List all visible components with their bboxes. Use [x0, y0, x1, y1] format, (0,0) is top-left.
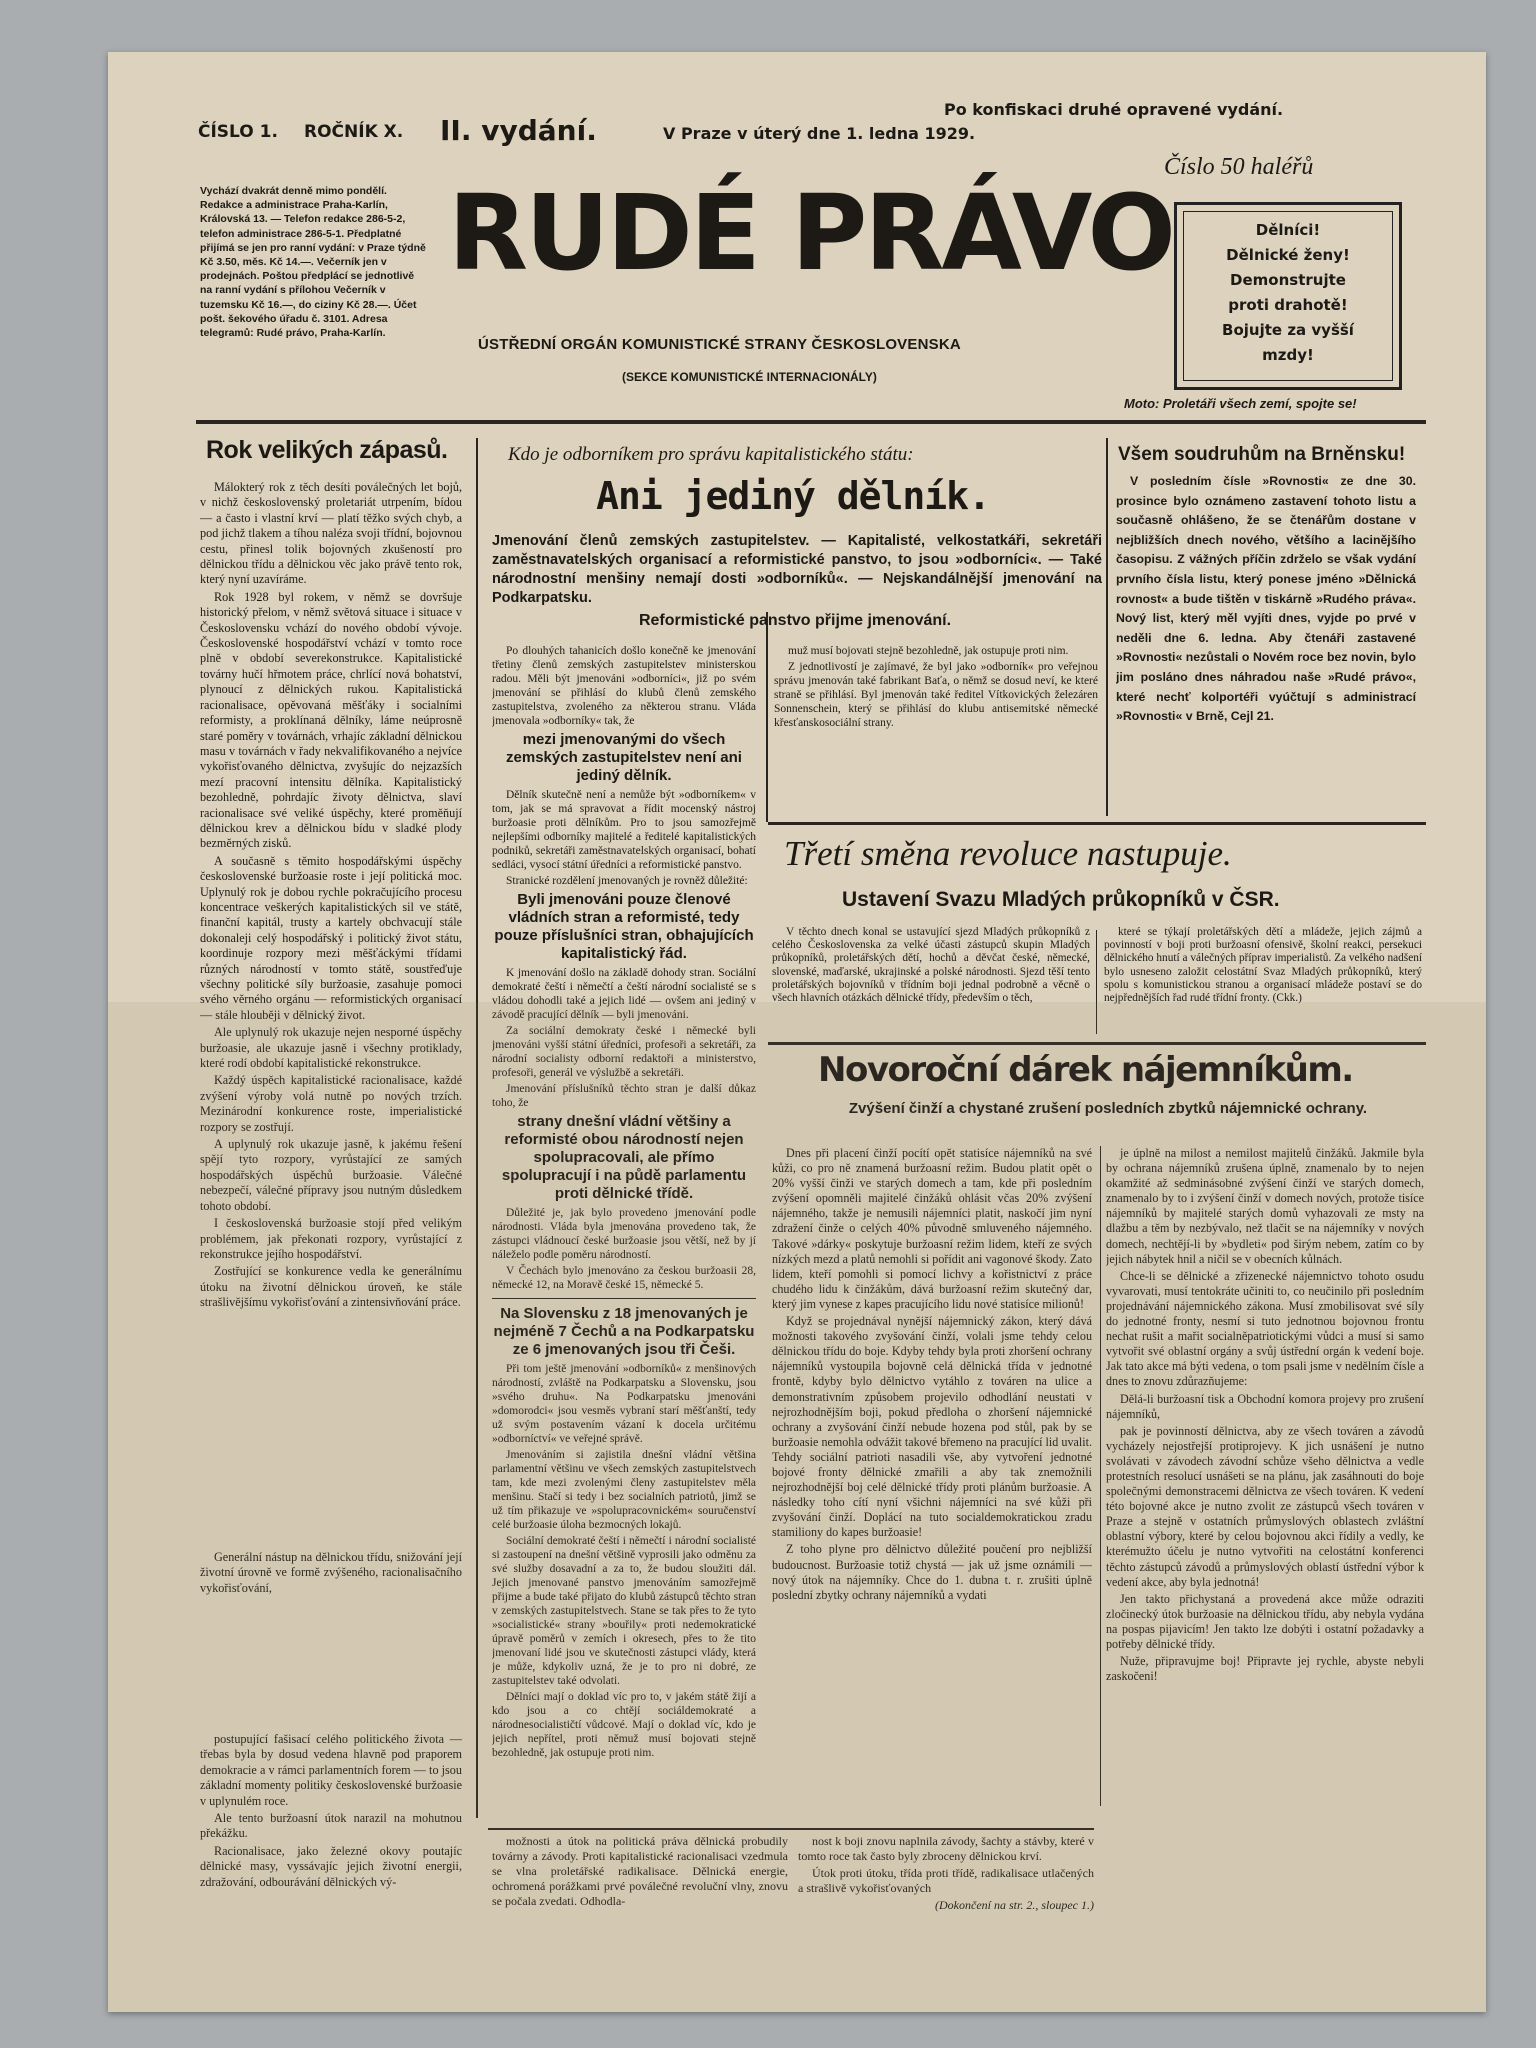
paragraph: Jen takto přichystaná a provedená akce může odraziti zločinecký útok buržoasie na dělnickou třídu, aby nebyla vydána na pospas pijavicím! Jen takto lze dobýti i ostatní požadavky a potřeby dělnické třídy.: [1106, 1591, 1424, 1651]
third-shift-subhead: Ustavení Svazu Mladých průkopníků v ČSR.: [842, 888, 1280, 911]
rent-headline: Novoroční dárek nájemníkům.: [818, 1050, 1353, 1090]
center-column-2: [774, 644, 1098, 814]
paragraph: Generální nástup na dělnickou třídu, snižování její životní úrovně ve formě zvýšeného, racionalisačního vykořisťování,: [200, 1550, 462, 1595]
slogan-line: Dělnické ženy!: [1226, 246, 1350, 264]
paragraph: A současně s těmito hospodářskými úspěchy československé buržoasie roste i její politická moc. Uplynulý rok je dobou rychle pokračujícího procesu koncentrace veškerých kapitalistických sil ve státě, finanční kapitál, trusty a kartely obchvacují stále dokonaleji celý hospodářský i politický život státu, koordinuje rozpory mezi měšťáckými třídami různých národností v tomto státě, soustřeďuje všechny politické síly buržoasie, zasahuje pomoci svého věrného orgánu — reformistických organisací — stále hlouběji v dělnický život.: [200, 853, 462, 1022]
volume: ROČNÍK X.: [304, 122, 404, 142]
edition: II. vydání.: [440, 114, 597, 147]
bottom-column-1: [492, 1834, 788, 1944]
paragraph: Dělník skutečně není a nemůže být »odborníkem« v tom, jak se má spravovat a řídit mocenský nástroj buržoasie proti dělníkům. Pro to jsou samozřejmě nejlepšími odborníky majitelé a ředitelé kapitalistických podniků, sekretáři zaměstnavatelských organisací, bohatí sedláci, vysocí státní úředníci a reformistické panstvo.: [492, 789, 756, 871]
paragraph: Když se projednával nynější nájemnický zákon, který dává možnosti takového zvyšování činží, volali jsme tehdy celou dělnickou třídu do boje. Kdyby tehdy byla proti zhoršení ochrany nájemníků vystoupila bojovně celá dělnická třída v jednotné frontě, kdyby bylo dělnictvo vytáhlo z továren na ulice a demonstrativním způsobem projevilo odhodlání neustati v nejrozhodnějším boji, pokud předloha o zhoršení nájemnické ochrany a zvyšování činží nebude hozena pod stůl, pak by se buržoasie nemohla odvážit takové břemeno na pracující lid uvalit. Tehdy sociální patrioti nasadili vše, aby vytvoření jednotné bojové fronty dělnické zmařili a aby tak znemožnili nejrozhodnější boj celé dělnické třídy proti plánům buržoasie. A následky toho cítí nyní všichni nájemníci na své kůži při zvyšování činží. Doplácí na tuto socialdemokratickou zradu stamiliony do kapes buržoasie!: [772, 1314, 1092, 1540]
paragraph: Dělníci mají o doklad víc pro to, v jakém státě žijí a kdo jsou a co chtějí sociáldemokraté a národnesocialističtí vůdcové. Mají o doklad víc, kdo je jejich nepřítel, proti němuž musí bojovati stejně bezohledně, jak ostupuje proti nim.: [492, 1691, 756, 1759]
paragraph: Útok proti útoku, třída proti třídě, radikalisace utlačených a strašlivě vykořisťovaných: [798, 1866, 1094, 1895]
paragraph: Dělá-li buržoasní tisk a Obchodní komora projevy pro zrušení nájemníků,: [1106, 1391, 1424, 1421]
paragraph: Z toho plyne pro dělnictvo důležité poučení pro nejbližší budoucnost. Buržoasie totiž chystá — jak už jsme oznámili — nový útok na nájemníky. Chce do 1. dubna t. r. zrušiti úplně poslední zbytky ochrany nájemníků a vydati: [772, 1542, 1092, 1602]
paragraph: které se týkají proletářských dětí a mládeže, jejich zájmů a povinností v boji proti buržoasní ofensivě, školní reakci, persekuci dělnického hnutí a válečných příprav imperialistů. Za velkého nadšení bylo usneseno založit celostátní Svaz Mladých průkopníků, který spolu s komunistickou stranou a organisací mládeže postaví se do nejpřednějších řad rudé třídní fronty. (Ckk.): [1104, 926, 1422, 1005]
rent-column-1: [772, 1146, 1092, 1806]
center-column-1: [492, 644, 756, 1824]
left-article-body: [200, 480, 462, 1450]
paragraph: V posledním čísle »Rovnosti« ze dne 30. prosince bylo oznámeno zastavení tohoto listu a současně ohlášeno, že se čtenářům dostane v nejbližších dnech nového, většího a lacinějšího časopisu. Z vážných příčin zdrželo se však vydání prvního čísla listu, který ponese jméno »Dělnická rovnost« a bude tištěn v tiskárně »Rudého práva«. Nový list, který měl vyjíti dnes, vyjde po prvé v neděli dne 6. ledna. Aby čtenáři zastavené »Rovnosti« nezůstali o Novém roce bez novin, bylo jim posláno dnes náhradou naše »Rudé právo«, které nechť kolportéři vyúčtují s administrací »Rovnosti« v Brně, Cejl 21.: [1116, 474, 1416, 724]
paragraph: Ale uplynulý rok ukazuje nejen nesporné úspěchy buržoasie, ale ukazuje jasně i všechny protiklady, které rodí období kapitalistické rekonstrukce.: [200, 1025, 462, 1071]
paragraph: Po dlouhých tahanicích došlo konečně ke jmenování třetiny členů zemských zastupitelstev ministerskou radou. Měli být jmenováni »odborníci«, již po svém jmenování se přihlásí do klubů členů zemského zastupitelstva, zvoleného za některou stranu. Vláda jmenovala »odborníky« tak, že: [492, 645, 756, 727]
masthead-rule: [196, 420, 1426, 424]
column-rule: [766, 612, 768, 822]
paragraph: Racionalisace, jako železné okovy poutajíc dělnické masy, vyssávajíc jejich životní energii, zdražování, odbourávání dělnických vý-: [200, 1843, 462, 1889]
third-shift-column-1: [772, 926, 1090, 1038]
slogan-line: proti drahotě!: [1228, 296, 1348, 314]
center-kicker: Kdo je odborníkem pro správu kapitalistického státu:: [508, 444, 914, 465]
reissue-note: Po konfiskaci druhé opravené vydání.: [944, 100, 1284, 119]
paragraph: Málokterý rok z těch desíti poválečných let bojů, v nichž československý proletariát utrpením, bídou — a často i vlastní krví — platí těžko svých chyb, a pod jichž tlakem a tíhou naléza svoji třídní, bojovnou cestu, přinesl tolik bojovných zkušeností pro dělnickou třídu a dělnickou věc jako právě tento rok, který nyní uzavíráme.: [200, 480, 462, 587]
price: Číslo 50 haléřů: [1164, 154, 1314, 180]
right-headline: Všem soudruhům na Brněnsku!: [1118, 444, 1406, 465]
left-article-body-3: [200, 1732, 462, 1982]
paragraph: nost k boji znovu naplnila závody, šachty a stávby, které v tomto roce tak často byly zbroceny dělnickou krví.: [798, 1834, 1094, 1863]
paragraph: Rok 1928 byl rokem, v němž se dovršuje historický přelom, v němž světová situace i situace v Československu vchází do nového období vývoje. Československé hospodářství vchází v tomto roce plně v období severekonstrukce. Kapitalistické továrny hučí hřmotem práce, chrlící nová bohatství, plynoucí z dělnických rukou. Kapitalistická racionalisace, opěvovaná měšťáky i socialními reformisty, a proklínaná dělníky, láme neúprosně staré poměry v továrnách, vrhajíc základní dělnickou masu v továrnách v řady nekvalifikovaného a nejvíce vykořisťovaného dělnictva, zvyšujíc do nejzazších mezí pracovní intensitu dělníka. Kapitalistický bezohledně, pohrdajíc životy dělnictva, slaví racionalisace své veliké úspěchy, které proměňují dělnickou krev a dělnickou bídu v sladké plody bezměrných zisků.: [200, 589, 462, 851]
paragraph: Jmenováním si zajistila dnešní vládní většina parlamentní většinu ve všech zemských zastupitelstvech tam, kde mezi zvolenými členy zastupitelstev měla menšinu. Stačí si tedy i bez socialních patriotů, jimž se už tím přikazuje ve »spolupracovnickém« souručenství celé buržoasie úloha bezmocných lokajů.: [492, 1449, 756, 1531]
center-subhead-3: strany dnešní vládní většiny a reformisté obou národností nejen spolupracovali, ale přímo spolupracují i na půdě parlamentu proti dělnické třídě.: [501, 1113, 747, 1202]
paragraph: muž musí bojovati stejně bezohledně, jak ostupuje proti nim.: [788, 645, 1069, 657]
paragraph: Každý úspěch kapitalistické racionalisace, každé zvýšení výroby volá nutně po nových trzích. Mezinárodní konkurence roste, imperialistické rozpory se zostřují.: [200, 1073, 462, 1134]
masthead-subtitle: ÚSTŘEDNÍ ORGÁN KOMUNISTICKÉ STRANY ČESKOSLOVENSKA: [478, 336, 961, 353]
paragraph: Za sociální demokraty české i německé byli jmenováni vyšší státní úředníci, profesoři a sekretáři, za národní socialisty odborní redaktoři a ministerstvo, profesoři, generál ve výslužbě a sekretáři.: [492, 1025, 756, 1079]
center-subhead-1: mezi jmenovanými do všech zemských zastupitelstev není ani jediný dělník.: [506, 731, 742, 784]
paragraph: Důležité je, jak bylo provedeno jmenování podle národnosti. Vláda byla jmenována provedeno tak, že zástupci vládnoucí české buržoasie jsou větší, než by jí náleželo podle poměru národností.: [492, 1207, 756, 1261]
paragraph: Sociální demokraté čeští i němečtí i národní socialisté si zastoupení na dnešní většině vyprosili jako odměnu za své služby dosavadní a za to, že budou sloužiti dál. Jejich jmenované panstvo jmenováním samozřejmě přijme a bude také přijato do klubů zástupců těchto stran v zemských zastupitelstvech. Stane se tak přes to že tyto »socialistické« strany »bouřily« proti nedemokratické úpravě poměrů v zemích i okresech, přes to že tito jmenovaní lidé jsou ve skutečnosti zástupci vlády, která je může, kdykoliv uzná, že je to pro ni dobré, ze zastupitelstev také odvolati.: [492, 1535, 756, 1687]
paragraph: Při tom ještě jmenování »odborníků« z menšinových národností, zvláště na Podkarpatsku a Slovensku, jsou »svého druhu«. Na Podkarpatsku jmenováni »domorodci« jsou vesměs vybraní starí měšťanští, tedy už svým postavením vázaní k docela určitému »odborníctví« ve veřejné správě.: [492, 1363, 756, 1445]
column-rule: [476, 438, 478, 1818]
center-headline: Ani jediný dělník.: [596, 474, 990, 518]
bottom-column-2: [798, 1834, 1094, 1944]
paragraph: A uplynulý rok ukazuje jasně, k jakému řešení spějí tyto rozpory, vyrůstající ze samých hospodářských úspěchů buržoasie. Válečné nebezpečí, válečné přípravy jsou nutným důsledkem tohoto období.: [200, 1137, 462, 1213]
masthead-title: RUDÉ PRÁVO: [448, 172, 1173, 294]
paragraph: postupující fašisací celého politického života — třebas byla by dosud vedena hlavně pod praporem demokracie a v rámci parlamentních forem — to jsou základní momenty politiky československé buržoasie v uplynulém roce.: [200, 1732, 462, 1808]
issue-number: ČÍSLO 1.: [198, 122, 278, 142]
slogan-line: Bojujte za vyšší: [1222, 321, 1354, 339]
left-headline: Rok velikých zápasů.: [206, 436, 448, 464]
slogan-line: Dělníci!: [1255, 221, 1321, 239]
slogan-box: [1174, 202, 1402, 390]
rent-subhead: Zvýšení činží a chystané zrušení posledních zbytků nájemnické ochrany.: [848, 1100, 1368, 1117]
section-rule: [768, 1042, 1426, 1045]
center-subhead: Reformistické panstvo přijme jmenování.: [638, 612, 952, 629]
slogan-line: Demonstrujte: [1230, 271, 1346, 289]
left-article-body-2: [200, 1550, 462, 1598]
paragraph: Zostřující se konkurence vedla ke generálnímu útoku na životní dělnickou úroveň, ke stále strašlivějšímu vykořisťování a zintensivňování práce.: [200, 1264, 462, 1310]
section-rule: [768, 822, 1426, 825]
third-shift-column-2: [1104, 926, 1422, 1038]
paragraph: je úplně na milost a nemilost majitelů činžáků. Jakmile byla by ochrana nájemníků zrušena úplně, znamenalo by to nejen okamžité až sedminásobné zvýšení činží ve starých domech, znamenalo by to i zvýšení činží v domech nových, protože tisíce nájemníků by majitelé starých domů vyhazovali ze msty na dlažbu a těm by nezbývalo, než tlačit se na nájemníky v nových domech, nechtějí-li by »bydleti« pod širým nebem, zatím co by jejich nábytek hnil a ničil se v obecních kůlnách.: [1106, 1146, 1424, 1266]
paragraph: Z jednotlivostí je zajímavé, že byl jako »odborník« pro veřejnou správu jmenován také fabrikant Baťa, o němž se dosud neví, ke které straně se přihlásí. Byl jmenován také ředitel Vítkovických železáren Sonnenschein, který se přihlásí do klubu antisemitské německé křesťanskosociální strany.: [774, 661, 1098, 729]
continued-note: (Dokončení na str. 2., sloupec 1.): [935, 1898, 1094, 1912]
paragraph: možnosti a útok na politická práva dělnická probudily továrny a závody. Proti kapitalistické racionalisaci vzedmula se vlna proletářské radikalisace. Dělnická energie, ochromená porážkami prvé poválečné revoluční vlny, znovu se počala zvedati. Odhodla-: [492, 1834, 788, 1908]
masthead-subtitle2: (SEKCE KOMUNISTICKÉ INTERNACIONÁLY): [622, 370, 877, 384]
paragraph: I československá buržoasie stojí před velikým problémem, jak překonati rozpory, vyrůstající z rekonstrukce jejího hospodářství.: [200, 1216, 462, 1261]
center-subhead-4: Na Slovensku z 18 jmenovaných je nejméně 7 Čechů a na Podkarpatsku ze 6 jmenovaných jsou tři Češi.: [493, 1305, 755, 1358]
newspaper-page: [108, 52, 1486, 2012]
right-article-body: [1116, 472, 1416, 812]
paragraph: Stranické rozdělení jmenovaných je rovněž důležité:: [506, 875, 748, 887]
center-deck: Jmenování členů zemských zastupitelstev. — Kapitalisté, velkostatkáři, sekretáři zaměstnavatelských organisací a reformistické panstvo, to jsou »odborníci«. — Také národnostní menšiny nemají dosti »odborníků«. — Nejskandálnější jmenování na Podkarpatsku.: [492, 533, 1102, 606]
paragraph: K jmenování došlo na základě dohody stran. Sociální demokraté čeští i němečtí a čeští národní socialisté se s vládou dohodli také a jejich lidé — ovšem ani jediný v závodě pracující dělník — byli jmenováni.: [492, 967, 756, 1021]
rent-column-2: [1106, 1146, 1424, 1926]
paragraph: Ale tento buržoasní útok narazil na mohutnou překážku.: [200, 1811, 462, 1841]
third-shift-headline: Třetí směna revoluce nastupuje.: [784, 834, 1232, 873]
publisher-info: Vychází dvakrát denně mimo pondělí. Redakce a administrace Praha-Karlín, Královská 13. — Telefon redakce 286-5-2, telefon administrace 286-5-1. Předplatné přijímá se jen pro ranní vydání: v Praze týdně Kč 3.50, měs. Kč 14.—. Večerník jen v prodejnách. Poštou předplácí se jednotlivě na ranní vydání s přílohou Večerník v tuzemsku Kč 16.—, do ciziny Kč 28.—. Účet pošt. šekového úřadu č. 3101. Adresa telegramů: Rudé právo, Praha-Karlín.: [200, 185, 426, 340]
paragraph: Nuže, připravujme boj! Připravte jej rychle, abyste nebyli zaskočeni!: [1106, 1654, 1424, 1684]
paragraph: Jmenování příslušníků těchto stran je další důkaz toho, že: [492, 1083, 756, 1109]
paragraph: Dnes při placení činží pocítí opět statisíce nájemníků na své kůži, co pro ně znamená buržoasní režim. Budou platit opět o 20% vyšší činži ve starých domech a tam, kde při posledním zvýšení opomněli majitelé činžáků ohlásit včas 20% zvýšení nájemného, takže je nemusili nájemníci platit, naskočí jim nyní zdražení činže o celých 40% původně smluveného nájemného. Takové »dárky« poskytuje buržoasní režim lidem, kteří ze svých nízkých mezd a platů nemohli si pořídit ani vagonové škody. Zato lidem, kteří pomohli si pomocí lichvy a kořistnictví z práce chudého lidu k činžákům, dává buržoasní režim skutečný dar, který jim vynese z kapes pracujícího lidu nové statisíce milionů!: [772, 1146, 1092, 1311]
column-rule: [1100, 1146, 1101, 1806]
center-subhead-2: Byli jmenováni pouze členové vládních stran a reformisté, tedy pouze příslušníci stran, obhajujících kapitalistický řád.: [494, 891, 754, 962]
paragraph: Chce-li se dělnické a zřizenecké nájemnictvo tohoto osudu vyvarovati, musí tentokráte učiniti to, co neučinilo při posledním projednávání nájemnického zákona. Musí zmobilisovat své síly do jednotné fronty, nesmí si tuto jednotnou bojovnou frontu nechat rušit a mařit socialněpatriotickými vůdci a musí si samo vytvořit své oblastní orgány a svůj ústřední orgán k vedení boje. Jak tato akce má býti vedena, o tom psali jsme v nedělním čísle a dnes to znovu zdůrazňujeme:: [1106, 1268, 1424, 1389]
column-rule: [1096, 930, 1097, 1034]
divider: [492, 1298, 756, 1299]
motto: Moto: Proletáři všech zemí, spojte se!: [1124, 396, 1357, 411]
paragraph: V Čechách bylo jmenováno za českou buržoasii 28, německé 12, na Moravě české 15, německé 5.: [492, 1265, 756, 1291]
paragraph: V těchto dnech konal se ustavující sjezd Mladých průkopníků z celého Československa za velké účasti zástupců skupin Mladých průkopníků, proletářských dětí, hochů a děvčat české, německé, slovenské, maďarské, ukrajinské a polské národnosti. Sjezd těší tento proletářských bojovníků v třídním boji jednal podrobně a věcně o všech hlavních otázkách dělnické třídy, především o těch,: [772, 926, 1090, 1005]
slogan-line: mzdy!: [1262, 346, 1314, 364]
section-rule: [488, 1828, 1094, 1830]
paragraph: pak je povinností dělnictva, aby ze všech továren a závodů vycházely nejostřejší protiprojevy. K jich usnášení je nutno svolávati v závodech závodní schůze všeho dělnictva a vedle protestních resolucí usnášeti se na plánu, jak zasáhnouti do boje společnými demonstracemi dělnictva ze všech továren. K vedení této bojovné akce je nutno zvolit ze zástupců všech továren v Praze a stejně v ostatních průmyslových oblastech zvláštní oblastní výbory, které by celou bojovnou akci řídily a vedly, ke kterémužto účelu je nutno vytvořiti na celostátní konferenci těchto zástupců závodů a průmyslových oblastí ústřední výbor k vedení akce, aby byla jednotná!: [1106, 1423, 1424, 1589]
column-rule: [1106, 438, 1108, 816]
date-line: V Praze v úterý dne 1. ledna 1929.: [663, 124, 976, 143]
